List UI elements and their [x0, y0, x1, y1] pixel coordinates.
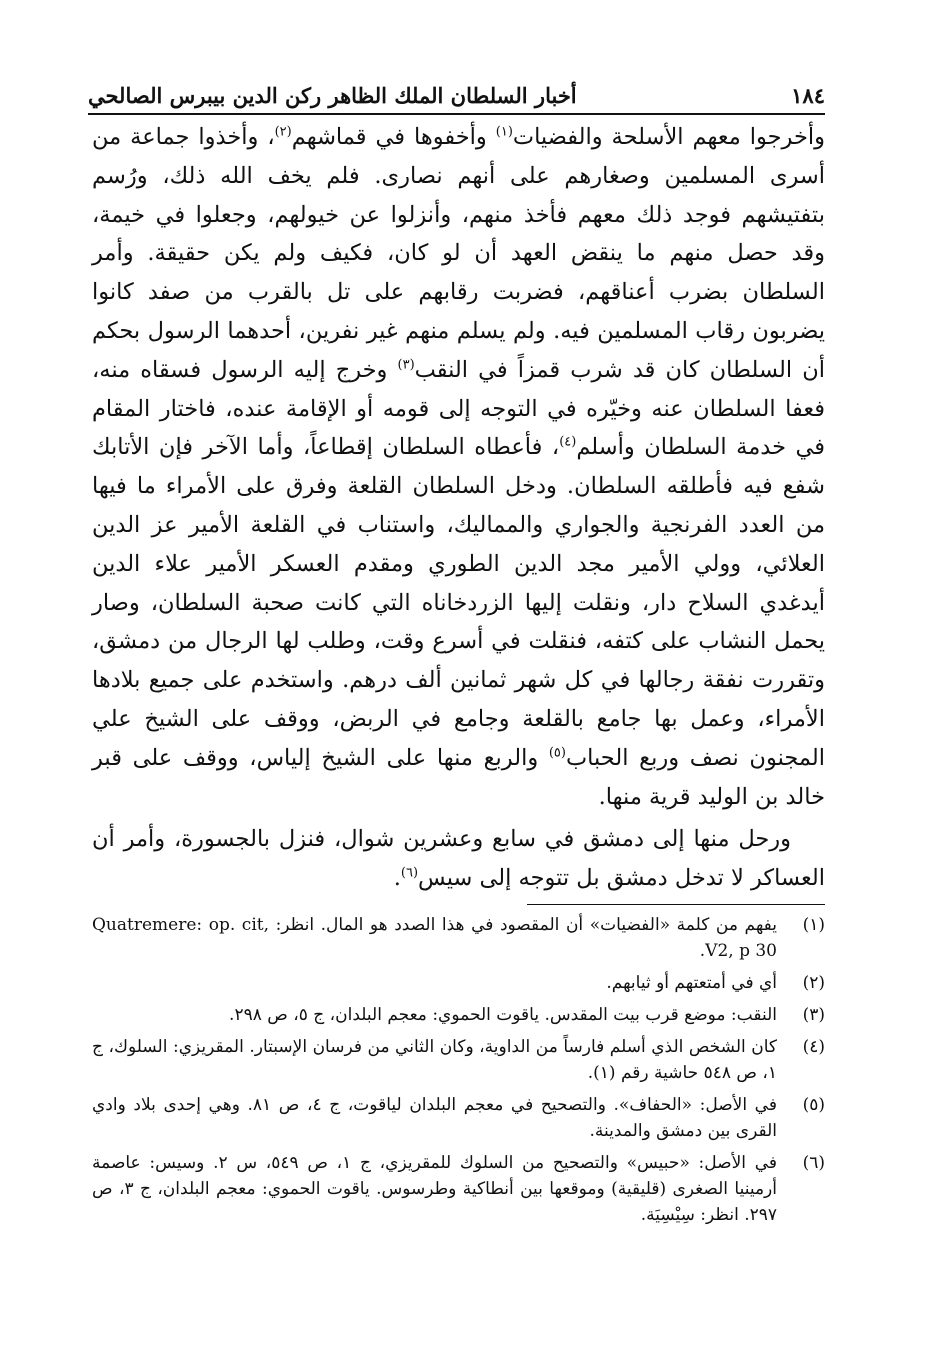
footnote-ref-4: (٤) [559, 434, 577, 450]
paragraph-1 [92, 118, 825, 816]
footnote-text: في الأصل: «حبيس» والتصحيح من السلوك للمقريزي، ج ١، ص ٥٤٩، س ٢. وسيس: عاصمة أرمينيا الصغرى (قليقية) وموقعها بين أنطاكية وطرسوس. ياقوت الحموي: معجم البلدان، ج ٣، ص ٢٩٧. انظر: سِيْسِيَة. [92, 1153, 777, 1225]
running-title: أخبار السلطان الملك الظاهر ركن الدين بيبرس الصالحي [88, 83, 577, 108]
footnote-number: (١) [802, 915, 825, 935]
footnote-4 [92, 1034, 825, 1086]
text-segment: وأخفوها في قماشهم [291, 124, 496, 150]
footnote-number: (٢) [802, 973, 825, 993]
text-segment: ، فأعطاه السلطان إقطاعاً، وأما الآخر فإن الأتابك شفع فيه فأطلقه السلطان. ودخل السلطان القلعة وفرق على الأمراء ما فيها من العدد الفرنجية والجواري والمماليك، واستناب في القلعة الأمير عز الدين العلائي، وولي الأمير مجد الدين الطوري ومقدم العسكر الأمير علاء الدين أيدغدي السلاح دار، ونقلت إليها الزردخاناه التي كانت صحبة السلطان، وصار يحمل النشاب على كتفه، فنقلت في أسرع وقت، وطلب لها الرجال من دمشق، وتقررت نفقة رجالها في كل شهر ثمانين ألف درهم. واستخدم على جميع بلادها الأمراء، وعمل بها جامع بالقلعة وجامع في الربض، ووقف على الشيخ علي المجنون نصف وربع الحباب [92, 434, 825, 771]
running-header [88, 74, 825, 108]
footnote-text: في الأصل: «الحفاف». والتصحيح في معجم البلدان لياقوت، ج ٤، ص ٨١. وهي إحدى بلاد وادي القرى بين دمشق والمدينة. [92, 1095, 777, 1141]
text-segment: . [393, 865, 401, 892]
main-text [92, 118, 825, 898]
text-segment: ، وأخذوا جماعة من أسرى المسلمين وصغارهم على أنهم نصارى. فلم يخف الله ذلك، ورُسم بتفتيشهم فوجد ذلك معهم فأخذ منهم، وأنزلوا عن خيولهم، وجعلوا في خيمة، وقد حصل منهم ما ينقض العهد أن لو كان، فكيف ولم يكن حقيقة. وأمر السلطان بضرب أعناقهم، فضربت رقابهم على تل بالقرب من صفد كانوا يضربون رقاب المسلمين فيه. ولم يسلم منهم غير نفرين، أحدهما الرسول بحكم أن السلطان كان قد شرب قمزاً في النقب [92, 124, 825, 383]
footnote-3 [92, 1002, 825, 1028]
footnote-ref-1: (١) [495, 124, 513, 140]
footnote-number: (٣) [802, 1005, 825, 1025]
text-segment: ورحل منها إلى دمشق في سابع وعشرين شوال، فنزل بالجسورة، وأمر أن العساكر لا تدخل دمشق بل تتوجه إلى سيس [92, 826, 825, 892]
header-rule [88, 113, 825, 115]
footnote-5 [92, 1092, 825, 1144]
footnote-text: كان الشخص الذي أسلم فارساً من الداوية، وكان الثاني من فرسان الإسبتار. المقريزي: السلوك، ج ١، ص ٥٤٨ حاشية رقم (١). [92, 1037, 777, 1083]
text-segment: وأخرجوا معهم الأسلحة والفضيات [512, 124, 825, 150]
footnote-1 [92, 912, 825, 964]
footnote-number: (٥) [802, 1095, 825, 1115]
footnote-ref-6: (٦) [400, 865, 419, 881]
footnote-rule [527, 904, 825, 905]
footnote-text: أي في أمتعتهم أو ثيابهم. [606, 973, 777, 993]
footnote-number: (٦) [802, 1153, 825, 1173]
footnote-2 [92, 970, 825, 996]
page-number: ١٨٤ [791, 83, 825, 108]
paragraph-2 [92, 820, 825, 898]
footnote-ref-2: (٢) [274, 124, 292, 140]
footnote-text: يفهم من كلمة «الفضيات» أن المقصود في هذا الصدد هو المال. انظر: Quatremere: op. cit, V2, p 30. [92, 915, 777, 961]
footnotes [92, 912, 825, 1234]
footnote-6 [92, 1150, 825, 1228]
text-segment: والربع منها على الشيخ إلياس، ووقف على قبر خالد بن الوليد قرية منها. [92, 744, 825, 810]
footnote-ref-3: (٣) [397, 357, 415, 373]
footnote-ref-5: (٥) [548, 745, 566, 761]
footnote-number: (٤) [802, 1037, 825, 1057]
text-segment: وخرج إليه الرسول فسقاه منه، فعفا السلطان عنه وخيّره في التوجه إلى قومه أو الإقامة عنده، فاختار المقام في خدمة السلطان وأسلم [92, 356, 826, 461]
footnote-text: النقب: موضع قرب بيت المقدس. ياقوت الحموي: معجم البلدان، ج ٥، ص ٢٩٨. [229, 1005, 777, 1025]
